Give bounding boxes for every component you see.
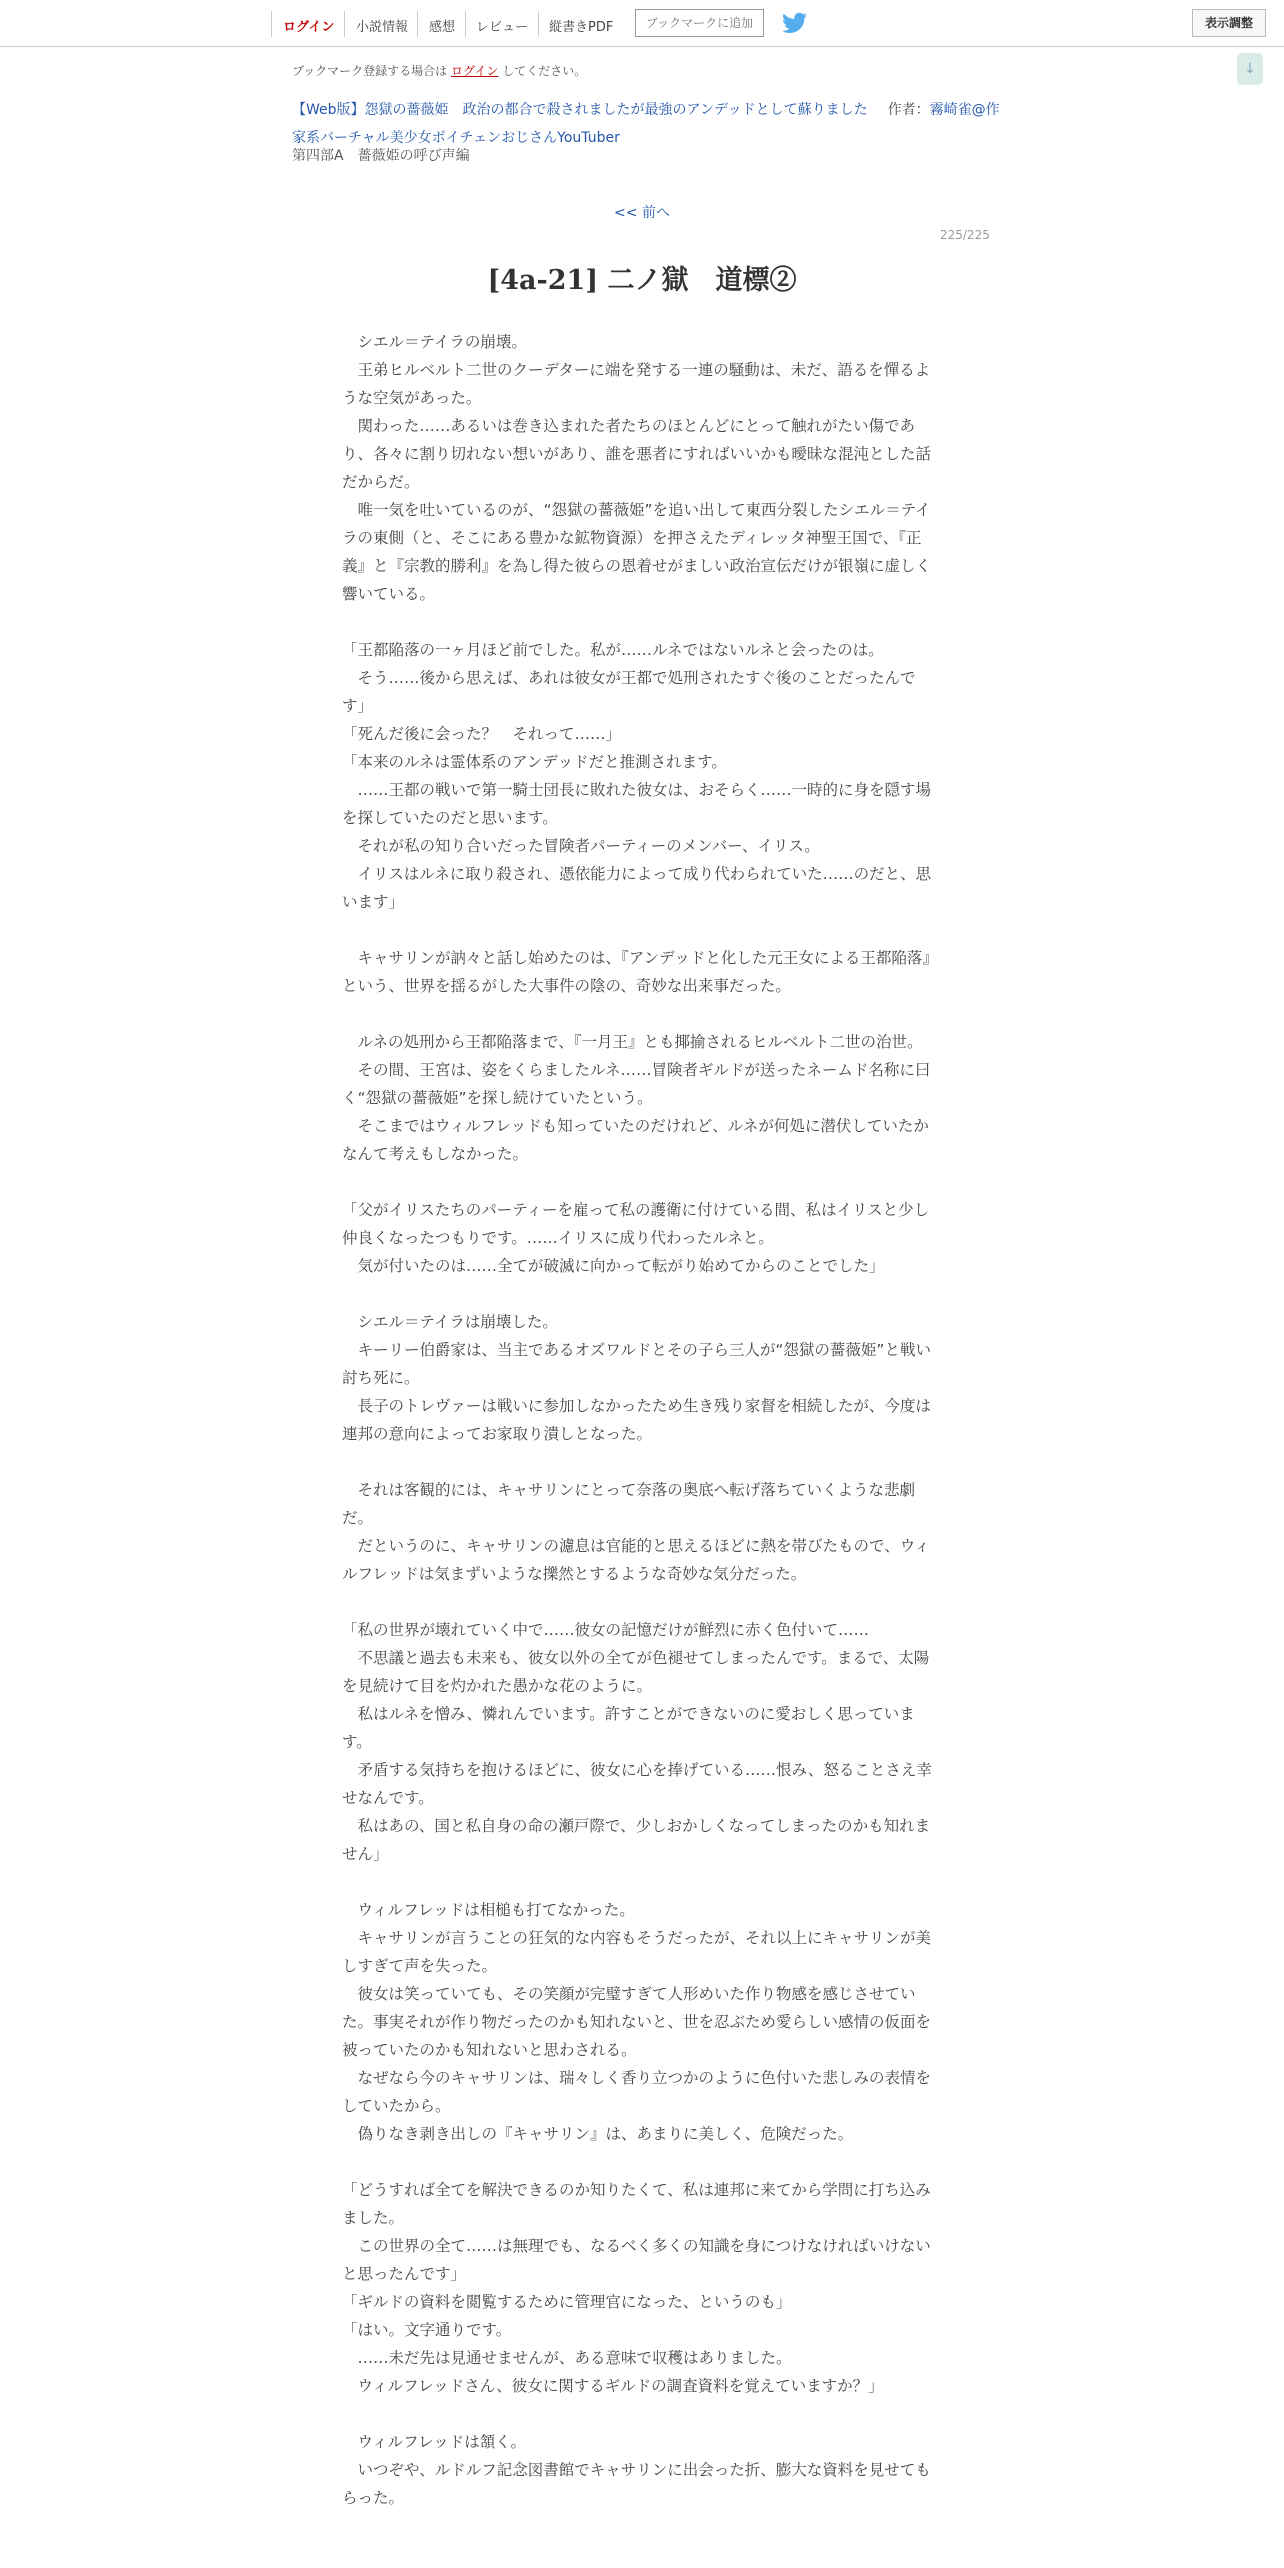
body-paragraph: 私はあの、国と私自身の命の瀬戸際で、少しおかしくなってしまったのかも知れません」 bbox=[342, 1817, 931, 1863]
body-paragraph: この世界の全て……は無理でも、なるべく多くの知識を身につけなければいけないと思ったんです」 bbox=[342, 2237, 931, 2283]
body-paragraph: 王弟ヒルベルト二世のクーデターに端を発する一連の騒動は、未だ、語るを憚るような空気があった。 bbox=[342, 361, 931, 407]
body-paragraph: 「本来のルネは霊体系のアンデッドだと推測されます。 bbox=[342, 753, 727, 771]
body-paragraph: ……未だ先は見通せませんが、ある意味で収穫はありました。 bbox=[342, 2349, 792, 2367]
chapter-group-title: 第四部A 薔薇姫の呼び声編 bbox=[292, 148, 470, 164]
body-paragraph: なぜなら今のキャサリンは、瑞々しく香り立つかのように色付いた悲しみの表情をしていたから。 bbox=[342, 2069, 932, 2115]
blank-line bbox=[342, 1168, 936, 1196]
page-counter: 225/225 bbox=[940, 228, 990, 242]
body-paragraph: 私はルネを憎み、憐れんでいます。許すことができないのに愛おしく思っています。 bbox=[342, 1705, 915, 1751]
body-paragraph: そこまではウィルフレッドも知っていたのだけれど、ルネが何処に潜伏していたかなんて考えもしなかった。 bbox=[342, 1117, 929, 1163]
body-paragraph: 関わった……あるいは巻き込まれた者たちのほとんどにとって触れがたい傷であり、各々に割り切れない想いがあり、誰を悪者にすればいいかも曖昧な混沌とした話だからだ。 bbox=[342, 417, 932, 491]
bookmark-note-login-link[interactable]: ログイン bbox=[451, 64, 499, 78]
blank-line bbox=[342, 608, 936, 636]
body-paragraph: シエル＝テイラは崩壊した。 bbox=[342, 1313, 558, 1331]
body-paragraph: それは客観的には、キャサリンにとって奈落の奥底へ転げ落ちていくような悲劇だ。 bbox=[342, 1481, 916, 1527]
nav-divider bbox=[344, 11, 345, 37]
body-paragraph: そう……後から思えば、あれは彼女が王都で処刑されたすぐ後のことだったんです」 bbox=[342, 669, 916, 715]
body-paragraph: ウィルフレッドは相槌も打てなかった。 bbox=[342, 1901, 635, 1919]
blank-line bbox=[342, 1280, 936, 1308]
author-label: 作者： bbox=[887, 102, 930, 118]
body-paragraph: 唯一気を吐いているのが、“怨獄の薔薇姫”を追い出して東西分裂したシエル＝テイラの東側（と、そこにある豊かな鉱物資源）を押さえたディレッタ神聖王国で、『正義』と『宗教的勝利』を為し得た彼らの恩着せがましい政治宣伝だけが银嶺に虚しく響いている。 bbox=[342, 501, 932, 603]
prev-page-container bbox=[0, 202, 1284, 222]
blank-line bbox=[342, 916, 936, 944]
novel-title-link[interactable]: 【Web版】怨獄の薔薇姫 政治の都合で殺されましたが最強のアンデッドとして蘇りました bbox=[292, 102, 868, 118]
nav-divider bbox=[538, 11, 539, 37]
top-navigation-bar bbox=[0, 0, 1284, 47]
body-paragraph: 「死んだ後に会った？ それって……」 bbox=[342, 725, 622, 743]
nav-divider bbox=[271, 11, 272, 37]
bookmark-login-note: ブックマーク登録する場合は ログイン してください。 bbox=[292, 64, 587, 78]
body-paragraph: シエル＝テイラの崩壊。 bbox=[342, 333, 527, 351]
body-paragraph: 「王都陥落の一ヶ月ほど前でした。私が……ルネではないルネと会ったのは。 bbox=[342, 641, 884, 659]
body-paragraph: ルネの処刑から王都陥落まで、『一月王』とも揶揄されるヒルベルト二世の治世。 bbox=[342, 1033, 923, 1051]
body-paragraph: 矛盾する気持ちを抱けるほどに、彼女に心を捧げている……恨み、怒ることさえ幸せなんです。 bbox=[342, 1761, 932, 1807]
add-bookmark-button[interactable]: ブックマークに追加 bbox=[635, 9, 764, 37]
episode-title: [4a-21] 二ノ獄 道標② bbox=[487, 265, 797, 296]
blank-line bbox=[342, 1868, 936, 1896]
body-paragraph: 「父がイリスたちのパーティーを雇って私の護衛に付けている間、私はイリスと少し仲良くなったつもりです。……イリスに成り代わったルネと。 bbox=[342, 1201, 930, 1247]
nav-review-link[interactable]: レビュー bbox=[476, 20, 529, 35]
episode-body bbox=[342, 328, 936, 2512]
nav-divider bbox=[465, 11, 466, 37]
body-paragraph: 彼女は笑っていても、その笑顔が完璧すぎて人形めいた作り物感を感じさせていた。事実それが作り物だったのかも知れないと、世を忍ぶため愛らしい感情の仮面を被っていたのかも知れないと思わされる。 bbox=[342, 1985, 932, 2059]
body-paragraph: 「はい。文字通りです。 bbox=[342, 2321, 512, 2339]
body-paragraph: ウィルフレッドは頷く。 bbox=[342, 2433, 526, 2451]
body-paragraph: キャサリンが言うことの狂気的な内容もそうだったが、それ以上にキャサリンが美しすぎて声を失った。 bbox=[342, 1929, 932, 1975]
body-paragraph: キーリー伯爵家は、当主であるオズワルドとその子ら三人が“怨獄の薔薇姫”と戦い討ち死に。 bbox=[342, 1341, 931, 1387]
body-paragraph: いつぞや、ルドルフ記念図書館でキャサリンに出会った折、膨大な資料を見せてもらった。 bbox=[342, 2461, 931, 2507]
body-paragraph: 偽りなき剥き出しの『キャサリン』は、あまりに美しく、危険だった。 bbox=[342, 2125, 854, 2143]
body-paragraph: その間、王宮は、姿をくらましたルネ……冒険者ギルドが送ったネームド名称に曰く“怨獄の薔薇姫”を探し続けていたという。 bbox=[342, 1061, 931, 1107]
body-paragraph: 気が付いたのは……全てが破滅に向かって転がり始めてからのことでした」 bbox=[342, 1257, 885, 1275]
nav-divider bbox=[417, 11, 418, 37]
twitter-bird-icon[interactable] bbox=[782, 12, 807, 34]
body-paragraph: イリスはルネに取り殺され、憑依能力によって成り代わられていた……のだと、思います」 bbox=[342, 865, 932, 911]
author-link[interactable]: 霧崎雀@作家系バーチャル美少女ボイチェンおじさんYouTuber bbox=[292, 102, 1000, 146]
blank-line bbox=[342, 2400, 936, 2428]
nav-novel-info-link[interactable]: 小説情報 bbox=[356, 20, 409, 35]
body-paragraph: 長子のトレヴァーは戦いに参加しなかったため生き残り家督を相続したが、今度は連邦の意向によってお家取り潰しとなった。 bbox=[342, 1397, 931, 1443]
display-settings-button[interactable]: 表示調整 bbox=[1192, 9, 1266, 37]
body-paragraph: それが私の知り合いだった冒険者パーティーのメンバー、イリス。 bbox=[342, 837, 820, 855]
body-paragraph: 「どうすれば全てを解決できるのか知りたくて、私は連邦に来てから学問に打ち込みました。 bbox=[342, 2181, 931, 2227]
blank-line bbox=[342, 1588, 936, 1616]
body-paragraph: 「ギルドの資料を閲覧するために管理官になった、というのも」 bbox=[342, 2293, 792, 2311]
body-paragraph: ……王都の戦いで第一騎士団長に敗れた彼女は、おそらく……一時的に身を隠す場を探していたのだと思います。 bbox=[342, 781, 932, 827]
blank-line bbox=[342, 1000, 936, 1028]
nav-login-link[interactable]: ログイン bbox=[283, 20, 335, 35]
body-paragraph: 不思議と過去も未来も、彼女以外の全てが色褪せてしまったんです。まるで、太陽を見続けて目を灼かれた愚かな花のように。 bbox=[342, 1649, 930, 1695]
body-paragraph: だというのに、キャサリンの濾息は官能的と思えるほどに熱を帯びたもので、ウィルフレッドは気まずいような擽然とするような奇妙な気分だった。 bbox=[342, 1537, 930, 1583]
body-paragraph: 「私の世界が壊れていく中で……彼女の記憶だけが鮮烈に赤く色付いて…… bbox=[342, 1621, 870, 1639]
blank-line bbox=[342, 2148, 936, 2176]
prev-page-link[interactable]: << 前へ bbox=[614, 205, 670, 221]
body-paragraph: キャサリンが訥々と話し始めたのは、『アンデッドと化した元王女による王都陥落』という、世界を揺るがした大事件の陰の、奇妙な出来事だった。 bbox=[342, 949, 931, 995]
nav-vertical-pdf-link[interactable]: 縦書きPDF bbox=[549, 20, 614, 35]
nav-impressions-link[interactable]: 感想 bbox=[429, 20, 456, 35]
body-paragraph: ウィルフレッドさん、彼女に関するギルドの調査資料を覚えていますか？」 bbox=[342, 2377, 884, 2395]
scroll-down-icon[interactable]: ↓ bbox=[1237, 53, 1263, 85]
blank-line bbox=[342, 1448, 936, 1476]
novel-title-block bbox=[292, 96, 1012, 152]
